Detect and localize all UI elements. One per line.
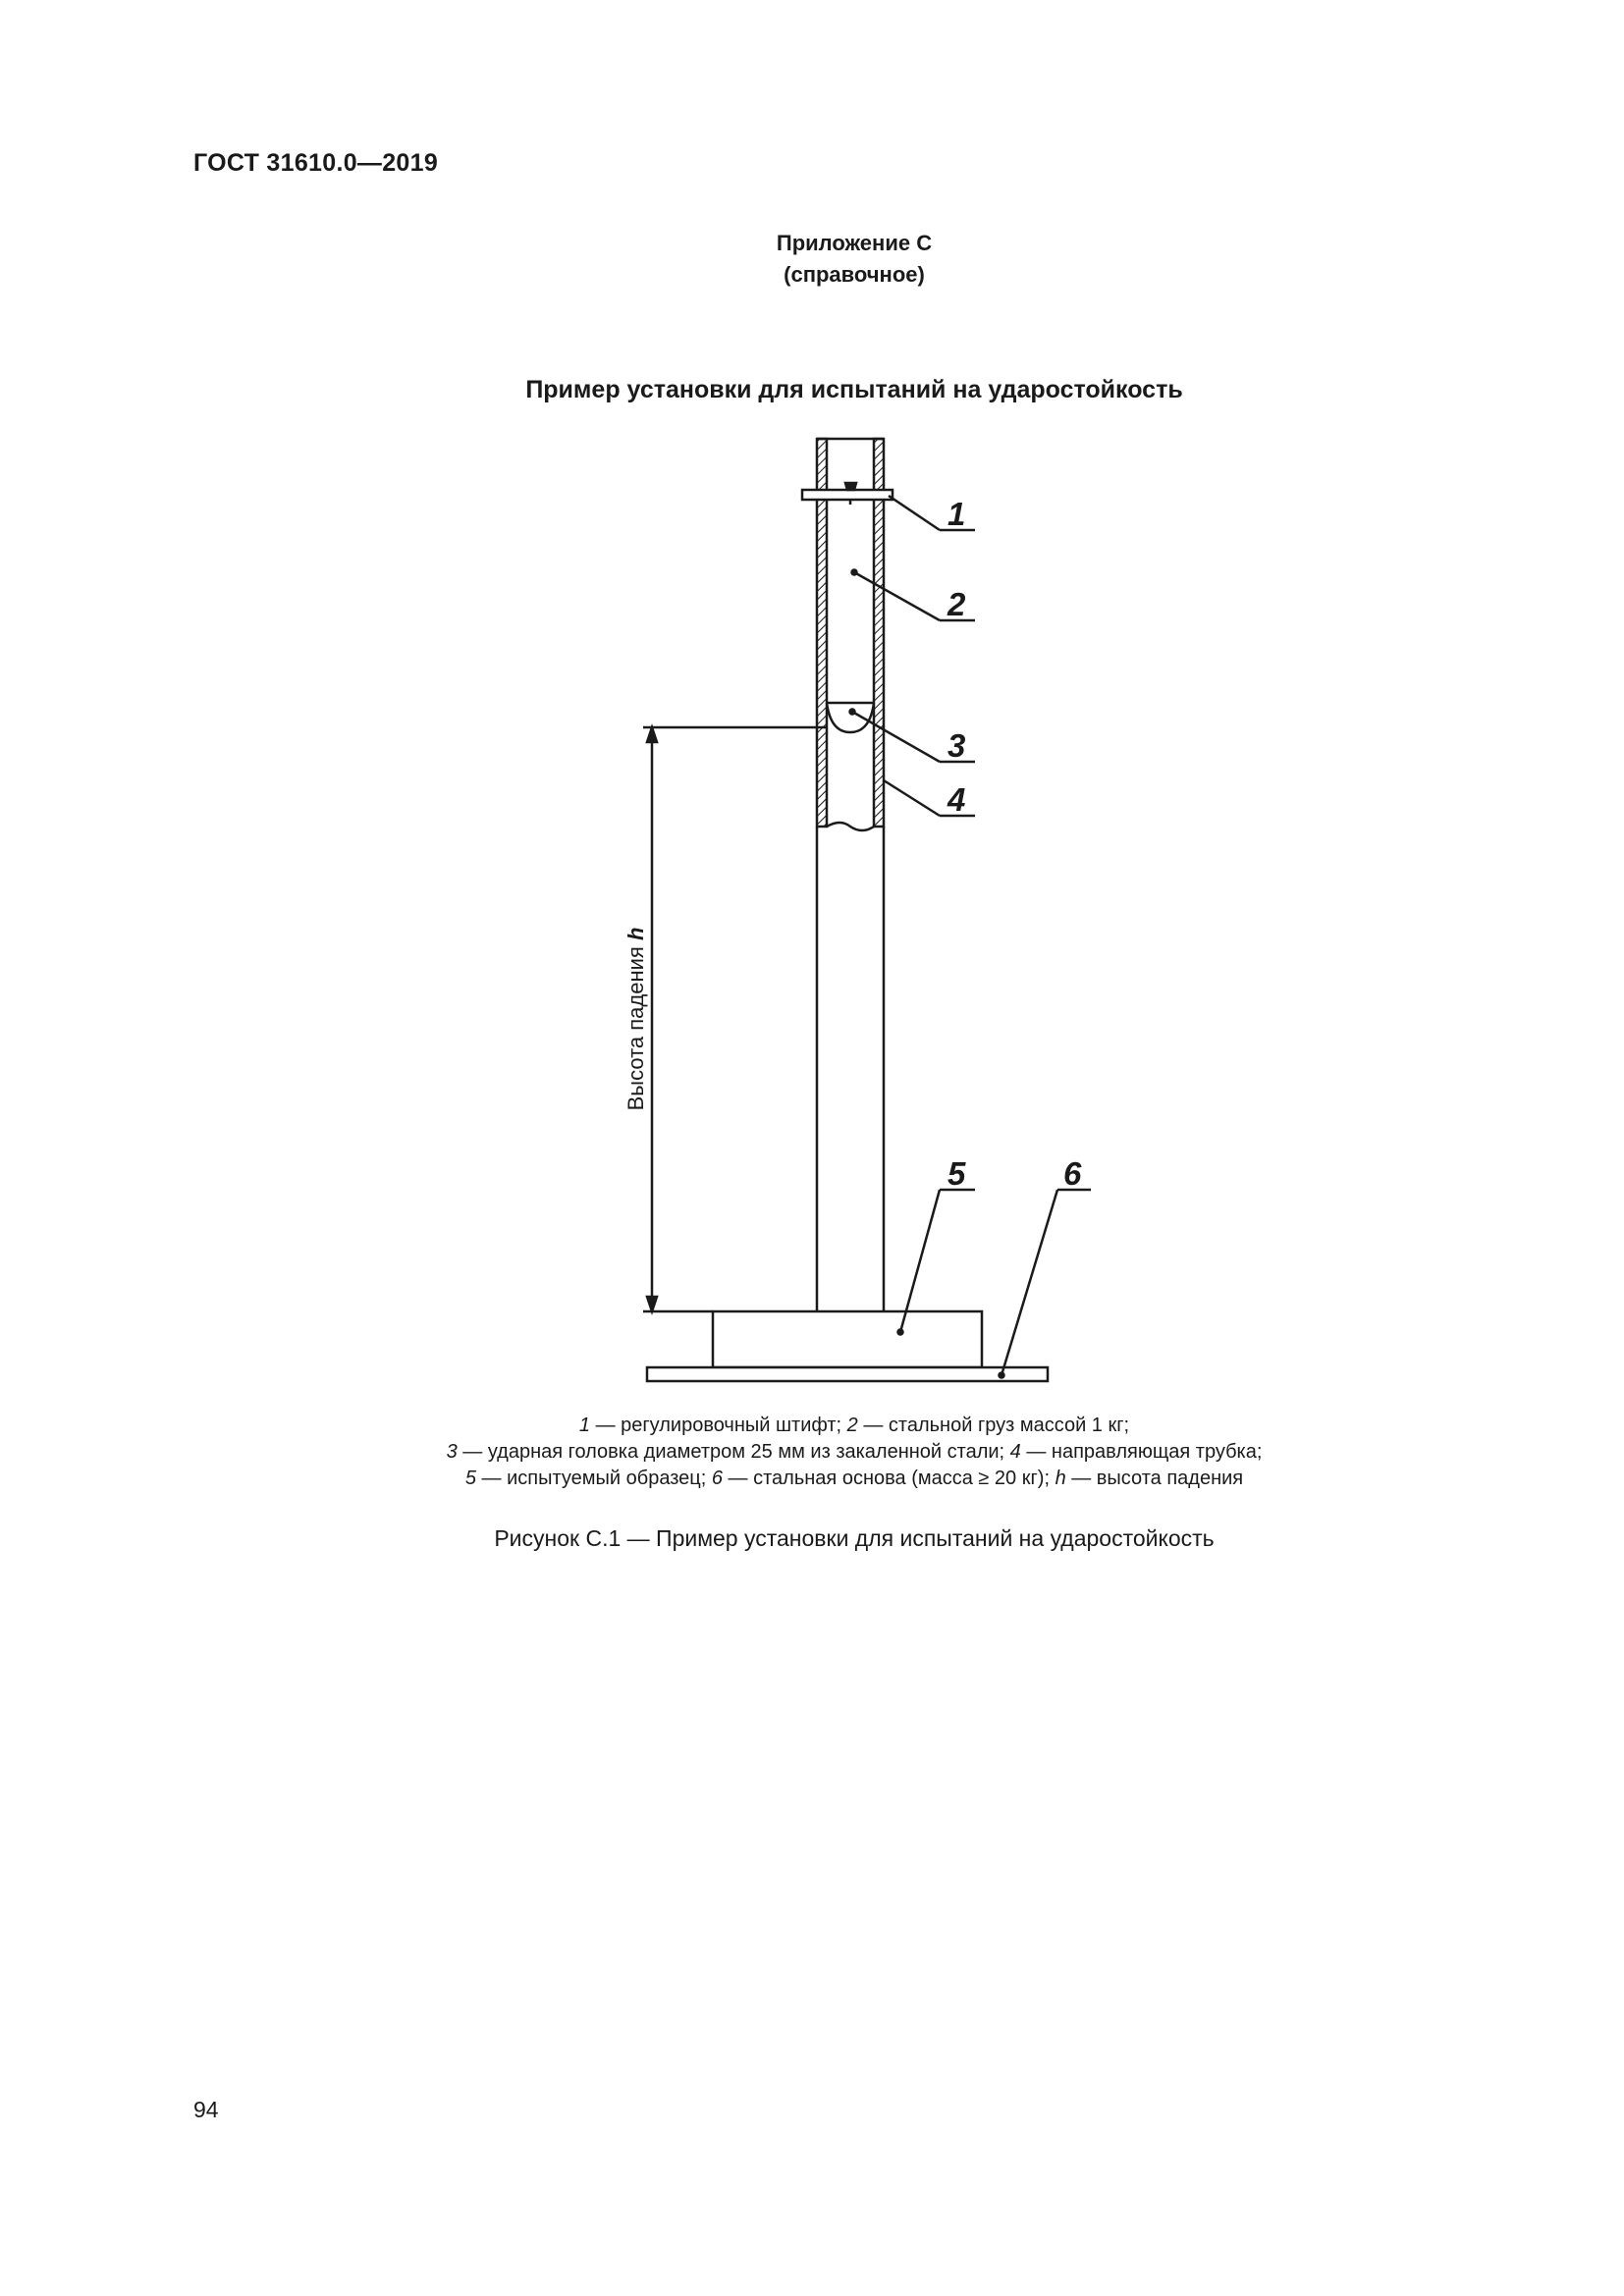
leader-4 [884, 780, 940, 816]
appendix-status: (справочное) [784, 262, 925, 287]
callout-5: 5 [947, 1155, 966, 1192]
document-header: ГОСТ 31610.0—2019 [193, 149, 439, 177]
drop-height-label: Высота падения h [623, 927, 648, 1111]
callout-6: 6 [1063, 1155, 1082, 1192]
callout-2: 2 [947, 586, 966, 622]
pin-head [845, 483, 856, 490]
figure-caption: Рисунок С.1 — Пример установки для испытаний на ударостойкость [494, 1525, 1215, 1551]
steel-base [647, 1367, 1048, 1381]
leader-2 [854, 572, 940, 620]
callout-3: 3 [947, 727, 966, 764]
impact-head [827, 703, 874, 732]
page-number: 94 [193, 2097, 219, 2122]
test-specimen [713, 1311, 982, 1367]
leader-1 [889, 496, 940, 530]
callout-1: 1 [947, 496, 966, 532]
leader-6 [1001, 1190, 1057, 1375]
leader-3 [852, 712, 940, 762]
adjusting-pin [802, 490, 893, 500]
legend-line-1: 1 — регулировочный штифт; 2 — стальной груз массой 1 кг; [578, 1415, 1130, 1436]
tube-break-line [827, 823, 874, 830]
legend-line-2: 3 — ударная головка диаметром 25 мм из закаленной стали; 4 — направляющая трубка; [446, 1441, 1263, 1463]
legend-line-3: 5 — испытуемый образец; 6 — стальная основа (масса ≥ 20 кг); h — высота падения [464, 1468, 1244, 1489]
callout-4: 4 [947, 781, 966, 818]
appendix-title: Пример установки для испытаний на ударостойкость [525, 376, 1183, 403]
appendix-label: Приложение С [776, 231, 933, 255]
